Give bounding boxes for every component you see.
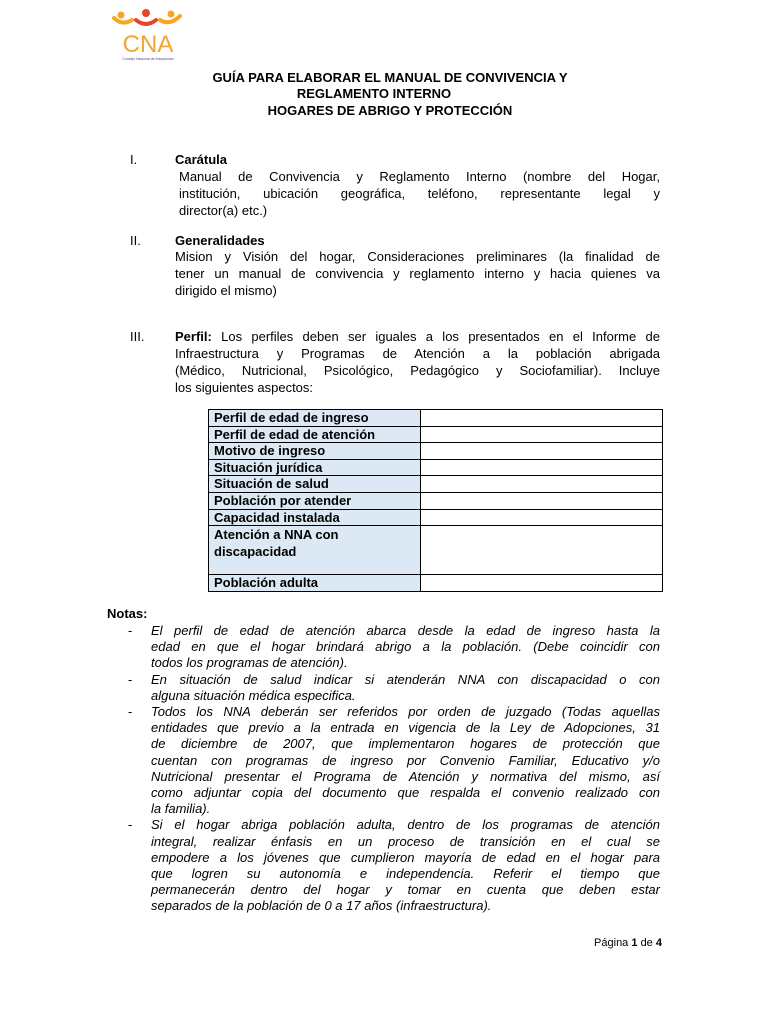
section-3-line: Infraestructura y Programas de Atención a la población abrigada: [175, 346, 660, 361]
notes-list: [128, 623, 660, 915]
row-label: Perfil de edad de atención: [209, 426, 421, 443]
bullet: -: [128, 623, 133, 638]
row-value[interactable]: [421, 492, 663, 509]
section-2-line: Mision y Visión del hogar, Consideraciones preliminares (la finalidad de: [175, 249, 660, 264]
note-line: Si el hogar abriga población adulta, dentro de los programas de atención: [151, 817, 660, 833]
notes-heading: Notas:: [107, 606, 148, 621]
section-3-line: Los perfiles deben ser iguales a los presentados en el Informe de: [221, 329, 660, 344]
row-value[interactable]: [421, 526, 663, 575]
section-1-body: [179, 168, 660, 219]
table-row: [209, 476, 663, 493]
note-line: la familia).: [151, 801, 211, 817]
bullet: -: [128, 817, 133, 833]
title-line-1: GUÍA PARA ELABORAR EL MANUAL DE CONVIVENCIA Y: [212, 70, 568, 85]
cna-logo: [108, 8, 188, 62]
section-2-line: dirigido el mismo): [175, 283, 277, 298]
logo-caption: Consejo Nacional de Adopciones: [122, 57, 174, 61]
row-value[interactable]: [421, 575, 663, 592]
row-value[interactable]: [421, 443, 663, 460]
row-label: Capacidad instalada: [209, 509, 421, 526]
section-3-line: (Médico, Nutricional, Psicológico, Pedagógico y Sociofamiliar). Incluye: [175, 363, 660, 378]
note-line: cuentan con programas de ingreso por Convenio Familiar, Educativo y/o: [151, 752, 660, 768]
note-line: empodere a los jóvenes que cumplieron mayoría de edad en el hogar para: [151, 849, 660, 865]
table-row: [209, 410, 663, 427]
section-1-line: Manual de Convivencia y Reglamento Interno (nombre del Hogar,: [179, 169, 660, 184]
page-number: [594, 937, 662, 949]
page-prefix: Página: [594, 937, 629, 949]
note-line: Nutricional presentar el Programa de Atención y normativa del mismo, así: [151, 768, 660, 784]
note-line: El perfil de edad de atención abarca desde la edad de ingreso hasta la: [151, 623, 660, 638]
section-3-line: los siguientes aspectos:: [175, 380, 314, 395]
logo-text: CNA: [122, 31, 174, 56]
section-2-heading: Generalidades: [175, 233, 265, 248]
row-value[interactable]: [421, 509, 663, 526]
row-value[interactable]: [421, 426, 663, 443]
row-value[interactable]: [421, 476, 663, 493]
list-item: [128, 704, 660, 817]
row-label: Situación jurídica: [209, 459, 421, 476]
title-line-3: HOGARES DE ABRIGO Y PROTECCIÓN: [267, 103, 513, 118]
note-line: que logren su autonomía e independencia. Referir el tiempo que: [151, 866, 660, 882]
bullet: -: [128, 671, 133, 687]
note-line: En situación de salud indicar si atenderán NNA con discapacidad o con: [151, 671, 660, 687]
row-label-line: Atención a NNA con: [214, 527, 339, 543]
row-label: [209, 526, 421, 575]
row-label: Población adulta: [209, 575, 421, 592]
table-row: [209, 492, 663, 509]
section-3-number: III.: [130, 329, 145, 344]
note-line: entidades que previo a la entrada en vigencia de la Ley de Adopciones, 31: [151, 720, 660, 736]
current-page: 1: [631, 937, 638, 949]
list-item: [128, 623, 660, 672]
table-row: [209, 575, 663, 592]
row-label: Motivo de ingreso: [209, 443, 421, 460]
row-label: Situación de salud: [209, 476, 421, 493]
note-line: todos los programas de atención).: [151, 655, 348, 671]
table-row: [209, 459, 663, 476]
section-3-body: [175, 328, 660, 396]
total-pages: 4: [655, 937, 662, 949]
title-line-2: REGLAMENTO INTERNO: [296, 86, 452, 101]
row-label: Perfil de edad de ingreso: [209, 410, 421, 427]
table-row: [209, 426, 663, 443]
section-1-line: institución, ubicación geográfica, teléfono, representante legal y: [179, 186, 660, 201]
row-value[interactable]: [421, 459, 663, 476]
section-1-line: director(a) etc.): [179, 203, 268, 218]
page-of: de: [640, 937, 653, 949]
section-2-body: [175, 248, 660, 299]
logo-figures-icon: [108, 8, 188, 56]
section-3-heading: Perfil:: [175, 329, 212, 344]
note-line: Todos los NNA deberán ser referidos por orden de juzgado (Todas aquellas: [151, 704, 660, 720]
profile-table: [208, 409, 663, 592]
note-line: integral, realizar énfasis en un proceso de transición en el cual se: [151, 833, 660, 849]
bullet: -: [128, 704, 133, 720]
table-row: [209, 526, 663, 575]
table-row: [209, 443, 663, 460]
list-item: [128, 672, 660, 704]
row-label-line: discapacidad: [214, 544, 297, 560]
section-1-heading: Carátula: [175, 152, 228, 167]
note-line: separados de la población de 0 a 17 años (infraestructura).: [151, 898, 492, 914]
section-1-number: I.: [130, 152, 138, 167]
table-row: [209, 509, 663, 526]
note-line: de diciembre de 2007, que implementaron hogares de protección que: [151, 736, 660, 752]
note-line: edad en que el hogar brindará abrigo a la población. (Debe coincidir con: [151, 639, 660, 655]
note-line: como adjuntar copia del documento que respalda el convenio realizado con: [151, 785, 660, 801]
list-item: [128, 817, 660, 914]
row-label: Población por atender: [209, 492, 421, 509]
note-line: permanecerán dentro del hogar y tomar en cuenta que deben estar: [151, 882, 660, 898]
row-value[interactable]: [421, 410, 663, 427]
note-line: alguna situación médica especifica.: [151, 687, 356, 703]
section-2-number: II.: [130, 233, 141, 248]
section-2-line: tener un manual de convivencia y reglamento interno y hacia quienes va: [175, 266, 660, 281]
